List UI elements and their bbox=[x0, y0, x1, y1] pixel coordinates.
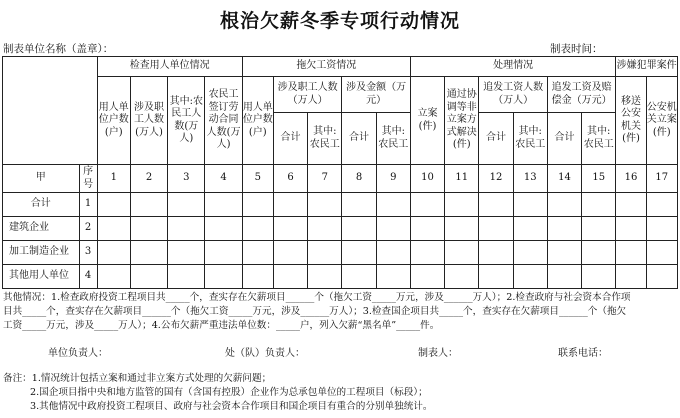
subgroup-arrears-workers: 涉及职工人数（万人） bbox=[273, 77, 341, 113]
other-info-line: 工资_____万元，涉及_____万人）；4.公布欠薪严重违法单位数：_____户，列入欠薪“黑名单”_____件。 bbox=[3, 320, 440, 331]
group-header-inspect: 检查用人单位情况 bbox=[97, 57, 242, 77]
col-header-15: 其中:农民工 bbox=[582, 113, 616, 165]
row-seq: 2 bbox=[79, 217, 97, 241]
row-label: 加工制造企业 bbox=[3, 241, 80, 265]
index-number: 7 bbox=[308, 165, 342, 193]
other-info-line: 其他情况：1.检查政府投资工程项目共_____个，查实存在欠薪项目______个（拖欠工资_____万元，涉及______万人）；2.检查政府与社会资本合作项 bbox=[3, 292, 631, 303]
index-number: 10 bbox=[410, 165, 444, 193]
col-header-5: 用人单位户数(户) bbox=[242, 77, 273, 165]
prep-time-label: 制表时间： bbox=[550, 43, 603, 55]
index-number: 8 bbox=[342, 165, 376, 193]
col-header-3: 其中:农民工人数(万人) bbox=[168, 77, 205, 165]
page-title: 根治欠薪冬季专项行动情况 bbox=[219, 10, 460, 32]
index-number: 15 bbox=[582, 165, 616, 193]
dept-head-label: 处（队）负责人： bbox=[225, 348, 305, 359]
report-table bbox=[2, 56, 678, 289]
index-number: 13 bbox=[513, 165, 547, 193]
subgroup-arrears-amount: 涉及金额（万元） bbox=[342, 77, 411, 113]
index-number: 4 bbox=[205, 165, 242, 193]
col-header-2: 涉及职工人数(万人) bbox=[130, 77, 167, 165]
index-number: 16 bbox=[616, 165, 646, 193]
index-number: 5 bbox=[242, 165, 273, 193]
index-number: 2 bbox=[130, 165, 167, 193]
col-header-10: 立案(件) bbox=[410, 77, 444, 165]
other-info-line: 目共_____个，查实存在欠薪项目______个（拖欠工资_____万元，涉及______万人）；3.检查国企项目共_____个，查实存在欠薪项目______个（拖欠 bbox=[3, 306, 627, 317]
index-number: 11 bbox=[445, 165, 479, 193]
group-header-crime: 涉嫌犯罪案件 bbox=[616, 57, 678, 77]
index-seq-label: 序号 bbox=[79, 165, 97, 193]
index-number: 17 bbox=[646, 165, 677, 193]
index-number: 14 bbox=[547, 165, 581, 193]
row-label: 合计 bbox=[3, 193, 80, 217]
table-row bbox=[3, 217, 678, 241]
index-jia: 甲 bbox=[3, 165, 80, 193]
col-header-14: 合计 bbox=[547, 113, 581, 165]
index-number: 12 bbox=[479, 165, 513, 193]
phone-label: 联系电话： bbox=[558, 348, 608, 359]
preparer-label: 制表人： bbox=[418, 348, 458, 359]
table-row bbox=[3, 265, 678, 289]
index-number: 6 bbox=[273, 165, 307, 193]
col-header-17: 公安机关立案(件) bbox=[646, 77, 677, 165]
table-row bbox=[3, 241, 678, 265]
col-header-4: 农民工签订劳动合同人数(万人) bbox=[205, 77, 242, 165]
col-header-16: 移送公安机关(件) bbox=[616, 77, 646, 165]
note-line: 备注：1.情况统计包括立案和通过非立案方式处理的欠薪问题； bbox=[3, 373, 272, 384]
col-header-7: 其中:农民工 bbox=[308, 113, 342, 165]
row-seq: 1 bbox=[79, 193, 97, 217]
unit-head-label: 单位负责人： bbox=[48, 348, 108, 359]
group-header-handling: 处理情况 bbox=[410, 57, 615, 77]
col-header-12: 合计 bbox=[479, 113, 513, 165]
index-number: 9 bbox=[376, 165, 410, 193]
col-header-8: 合计 bbox=[342, 113, 376, 165]
row-seq: 4 bbox=[79, 265, 97, 289]
index-number: 3 bbox=[168, 165, 205, 193]
col-header-13: 其中:农民工 bbox=[513, 113, 547, 165]
subgroup-recovered-amount: 追发工资及赔偿金（万元） bbox=[547, 77, 616, 113]
subgroup-recovered-workers: 追发工资人数（万人） bbox=[479, 77, 547, 113]
col-header-9: 其中:农民工 bbox=[376, 113, 410, 165]
col-header-6: 合计 bbox=[273, 113, 307, 165]
note-line: 2.国企项目指中央和地方监管的国有（含国有控股）企业作为总承包单位的工程项目（标段）； bbox=[30, 386, 428, 398]
group-header-arrears: 拖欠工资情况 bbox=[242, 57, 410, 77]
row-seq: 3 bbox=[79, 241, 97, 265]
row-label: 其他用人单位 bbox=[3, 265, 80, 289]
notes bbox=[3, 372, 433, 414]
corner-cell bbox=[3, 57, 98, 165]
col-header-11: 通过协调等非立案方式解决(件) bbox=[445, 77, 479, 165]
index-number: 1 bbox=[97, 165, 130, 193]
col-header-1: 用人单位户数(户) bbox=[97, 77, 130, 165]
unit-name-label: 制表单位名称（盖章）： bbox=[3, 43, 114, 55]
table-row bbox=[3, 193, 678, 217]
note-line: 3.其他情况中政府投资工程项目、政府与社会资本合作项目和国企项目有重合的分别单独统计。 bbox=[30, 400, 433, 412]
row-label: 建筑企业 bbox=[3, 217, 80, 241]
